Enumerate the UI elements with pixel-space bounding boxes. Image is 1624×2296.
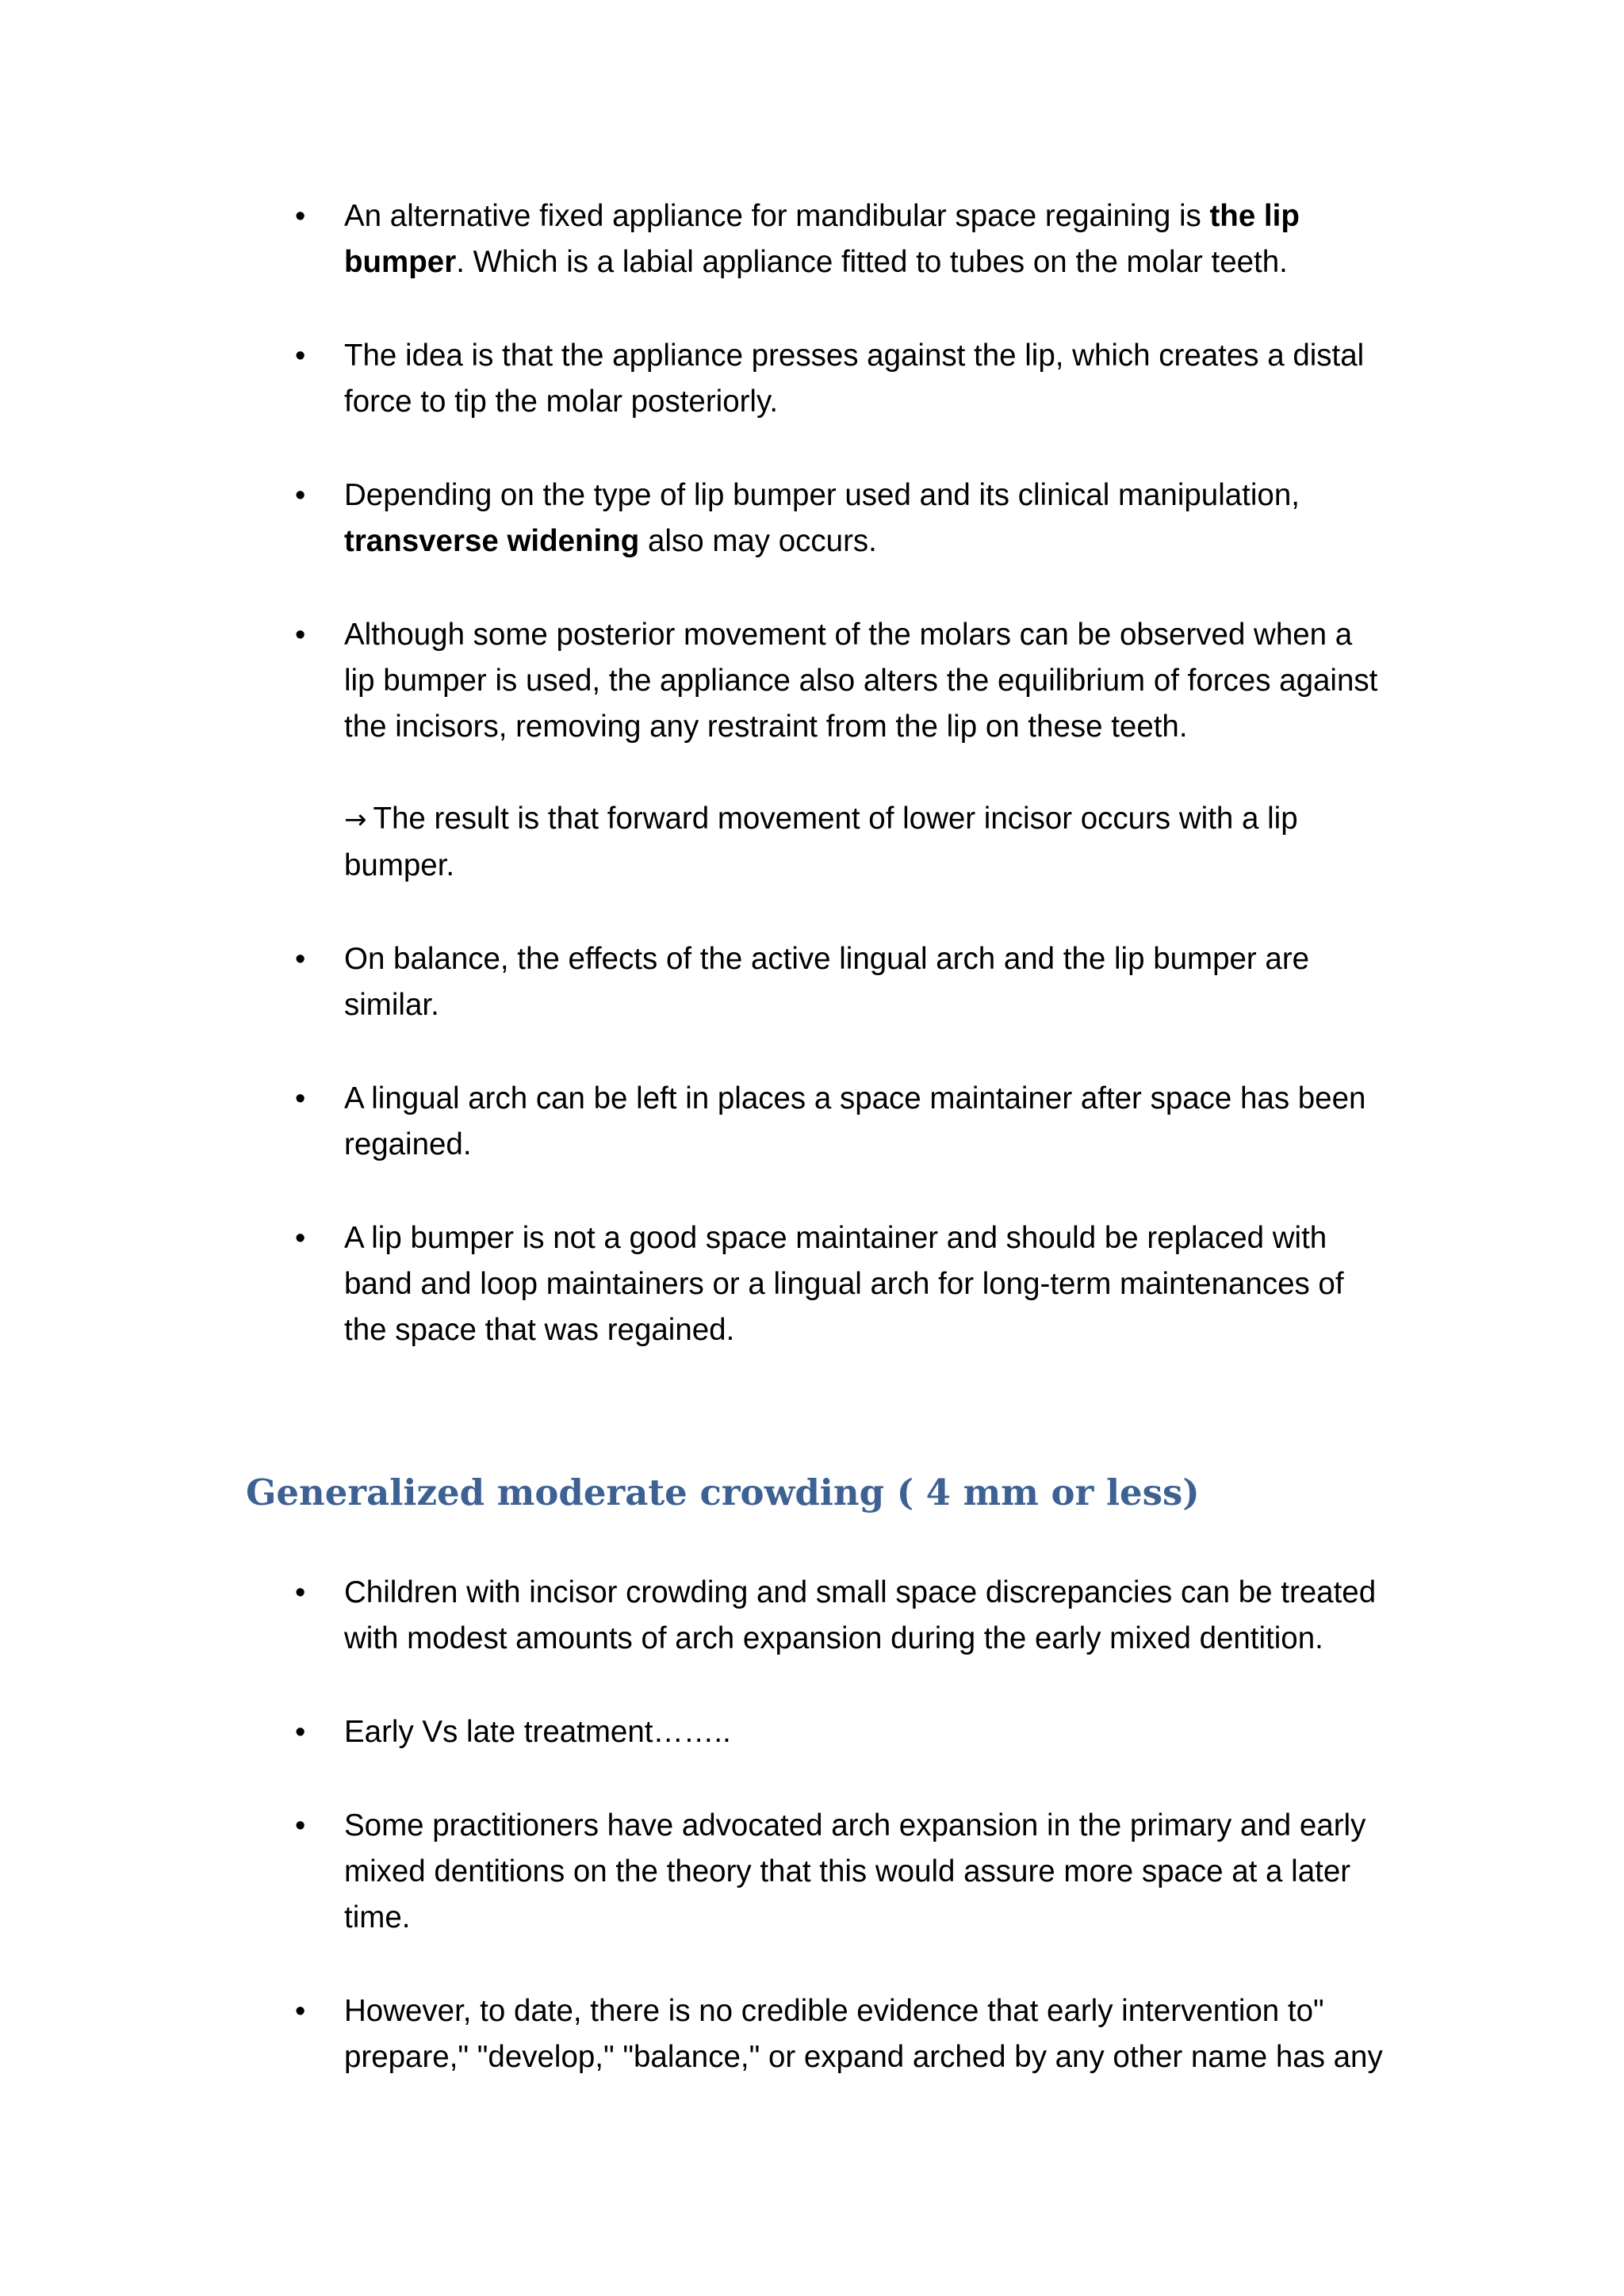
bold-term: the lip bumper — [344, 199, 1300, 279]
list-item — [0, 193, 1383, 285]
list-item — [0, 612, 1383, 750]
result-note-text: The result is that forward movement of lower incisor occurs with a lip bumper. — [344, 802, 1298, 882]
list-item — [0, 1215, 1383, 1353]
list-item-text: However, to date, there is no credible evidence that early intervention to" prepare," "develop," "balance," or expand arched by any other name has any — [344, 1994, 1383, 2074]
bold-term: transverse widening — [344, 524, 640, 558]
bullet-icon: • — [295, 618, 306, 652]
list-item — [0, 1709, 1383, 1755]
bullet-list-crowding — [0, 1570, 1624, 2128]
bullet-icon: • — [295, 1082, 306, 1115]
list-item-text: Early Vs late treatment…….. — [344, 1715, 731, 1749]
result-note — [0, 796, 1383, 889]
bullet-icon: • — [295, 1809, 306, 1843]
bullet-icon: • — [295, 1716, 306, 1749]
bullet-icon: • — [295, 1576, 306, 1609]
bullet-icon: • — [295, 1995, 306, 2028]
list-item — [0, 1988, 1383, 2080]
list-item-text: Depending on the type of lip bumper used and its clinical manipulation, transverse widening also may occurs. — [344, 478, 1300, 558]
list-item-text: Children with incisor crowding and small space discrepancies can be treated with modest amounts of arch expansion during the early mixed dentition. — [344, 1575, 1377, 1655]
list-item-text: A lip bumper is not a good space maintainer and should be replaced with band and loop maintainers or a lingual arch for long-term maintenances of the space that was regained. — [344, 1221, 1344, 1347]
bullet-icon: • — [295, 200, 306, 233]
list-item-text: On balance, the effects of the active lingual arch and the lip bumper are similar. — [344, 942, 1310, 1022]
bullet-icon: • — [295, 943, 306, 976]
arrow-right-icon: → — [344, 804, 367, 836]
section-heading: Generalized moderate crowding ( 4 mm or less) — [246, 1471, 1200, 1513]
list-item — [0, 333, 1383, 425]
bullet-icon: • — [295, 339, 306, 373]
list-item-text: Some practitioners have advocated arch expansion in the primary and early mixed dentitions on the theory that this would assure more space at a later time. — [344, 1808, 1366, 1934]
list-item — [0, 473, 1383, 564]
list-item-text: A lingual arch can be left in places a space maintainer after space has been regained. — [344, 1081, 1366, 1161]
list-item-text: Although some posterior movement of the molars can be observed when a lip bumper is used, the appliance also alters the equilibrium of forces against the incisors, removing any restraint from the lip on these teeth. — [344, 618, 1378, 744]
list-item-text: An alternative fixed appliance for mandibular space regaining is the lip bumper. Which is a labial appliance fitted to tubes on the molar teeth. — [344, 199, 1300, 279]
bullet-icon: • — [295, 1222, 306, 1255]
list-item-text: The idea is that the appliance presses against the lip, which creates a distal force to tip the molar posteriorly. — [344, 339, 1365, 419]
bullet-icon: • — [295, 479, 306, 512]
list-item — [0, 936, 1383, 1028]
list-item — [0, 1803, 1383, 1941]
list-item — [0, 1570, 1383, 1662]
list-item — [0, 1076, 1383, 1168]
bullet-list-lip-bumper — [0, 193, 1624, 1401]
